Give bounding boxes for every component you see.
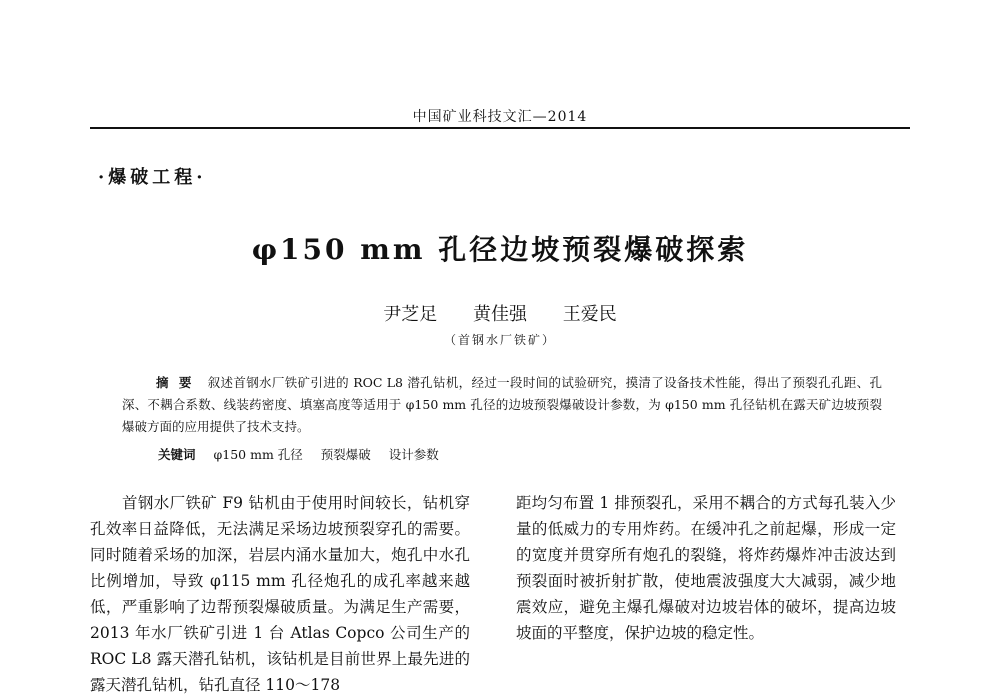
author-name: 黄佳强 bbox=[473, 304, 527, 325]
author-name: 尹芝足 bbox=[383, 304, 438, 325]
author-name: 王爱民 bbox=[562, 304, 617, 325]
body-column-left bbox=[90, 490, 470, 698]
body-paragraph: 距均匀布置 1 排预裂孔，采用不耦合的方式每孔装入少量的低威力的专用炸药。在缓冲孔之前起爆，形成一定的宽度并贯穿所有炮孔的裂缝，将炸药爆炸冲击波达到预裂面时被折射扩散，使地震波强度大大减弱，减少地震效应，避免主爆孔爆破对边坡岩体的破坏，提高边坡坡面的平整度，保护边坡的稳定性。 bbox=[516, 494, 896, 642]
author-list bbox=[0, 300, 1000, 326]
keywords bbox=[158, 444, 453, 466]
keyword: 预裂爆破 bbox=[320, 447, 371, 462]
section-label: ·爆破工程· bbox=[98, 167, 207, 188]
body-paragraph: 首钢水厂铁矿 F9 钻机由于使用时间较长，钻机穿孔效率日益降低，无法满足采场边坡预裂穿孔的需要。同时随着采场的加深，岩层内涌水量加大，炮孔中水孔比例增加，导致 φ115 mm 孔径炮孔的成孔率越来越低，严重影响了边帮预裂爆破质量。为满足生产需要，2013 年水厂铁矿引进 1 台 Atlas Copco 公司生产的 ROC L8 露天潜孔钻机，该钻机是目前世界上最先进的露天潜孔钻机，钻孔直径 110～178 bbox=[90, 494, 470, 694]
body-column-right bbox=[516, 490, 896, 646]
header-rule bbox=[90, 127, 910, 129]
affiliation: （首钢水厂铁矿） bbox=[443, 333, 556, 347]
abstract-label: 摘要 bbox=[156, 375, 202, 390]
keyword: φ150 mm 孔径 bbox=[213, 447, 303, 462]
article-title: φ150 mm 孔径边坡预裂爆破探索 bbox=[251, 233, 749, 266]
abstract bbox=[122, 372, 882, 438]
abstract-text: 叙述首钢水厂铁矿引进的 ROC L8 潜孔钻机，经过一段时间的试验研究，摸清了设备技术性能，得出了预裂孔孔距、孔深、不耦合系数、线装药密度、填塞高度等适用于 φ150 mm 孔径的边坡预裂爆破设计参数，为 φ150 mm 孔径钻机在露天矿边坡预裂爆破方面的应用提供了技术支持。 bbox=[122, 375, 882, 434]
keyword: 设计参数 bbox=[388, 447, 439, 462]
keywords-label: 关键词 bbox=[158, 447, 196, 462]
running-head: 中国矿业科技文汇—2014 bbox=[412, 109, 588, 125]
